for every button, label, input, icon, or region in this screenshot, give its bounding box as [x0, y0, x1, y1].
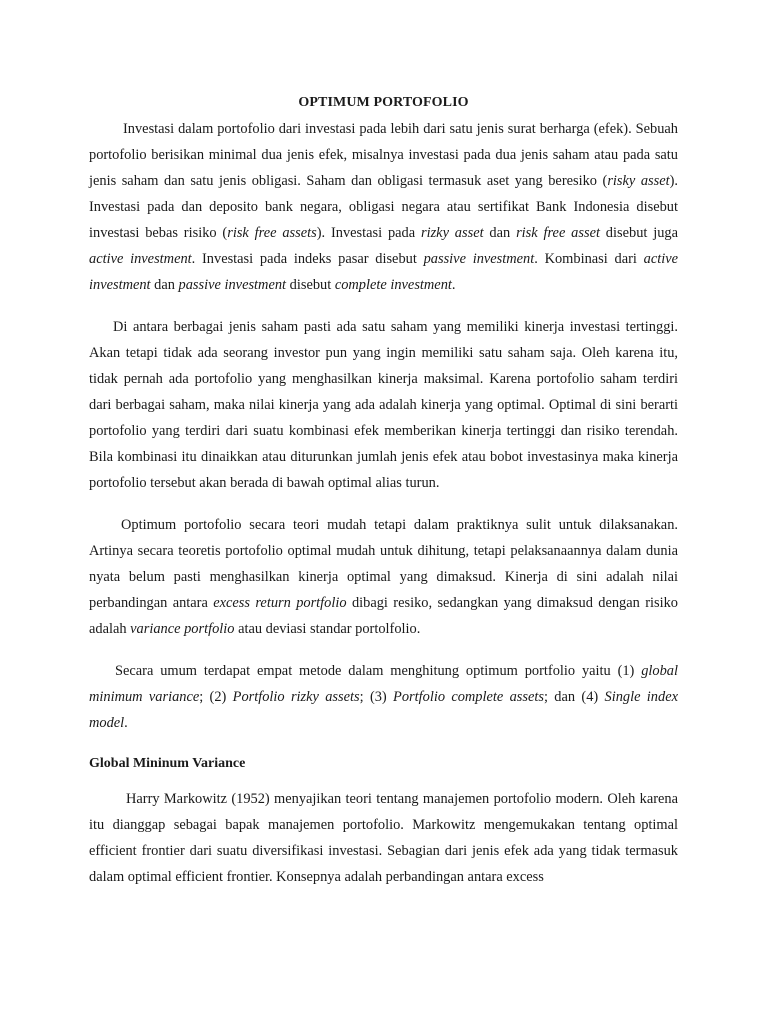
- italic-term: risk free assets: [227, 225, 317, 241]
- text: dan: [483, 225, 517, 241]
- italic-term: variance portfolio: [130, 621, 235, 637]
- paragraph-optimal-performance: Di antara berbagai jenis saham pasti ada satu saham yang memiliki kinerja investasi tertinggi. Akan tetapi tidak ada seorang investor pun yang ingin memiliki satu saham saja. Oleh karena itu, tidak pernah ada portofolio yang menghasilkan kinerja maksimal. Karena portofolio saham terdiri dari berbagai saham, maka nilai kinerja yang ada adalah kinerja yang optimal. Optimal di sini berarti portofolio yang terdiri dari suatu kombinasi efek memberikan kinerja tertinggi dan risiko terendah. Bila kombinasi itu dinaikkan atau diturunkan jumlah jenis efek atau bobot investasinya maka kinerja portofolio tersebut akan berada di bawah optimal alias turun.: [89, 319, 678, 491]
- italic-term: Single index model: [89, 689, 678, 731]
- text: Investasi dalam portofolio dari investasi pada lebih dari satu jenis surat berharga (efek). Sebuah portofolio berisikan minimal dua jenis efek, misalnya investasi pada dua jenis saham atau pada satu jenis saham dan satu jenis obligasi. Saham dan obligasi termasuk aset yang beresiko (: [89, 121, 678, 189]
- italic-term: rizky asset: [420, 225, 484, 241]
- paragraph-four-methods: [89, 658, 678, 736]
- italic-term: global minimum variance: [89, 663, 678, 705]
- text: ; (3): [359, 689, 394, 705]
- text: disebut juga: [599, 225, 678, 241]
- text: disebut: [286, 277, 335, 293]
- italic-term: risk free asset: [516, 225, 600, 241]
- text: ; dan (4): [543, 689, 605, 705]
- italic-term: active investment: [89, 251, 678, 293]
- italic-term: Portfolio complete assets: [393, 689, 544, 705]
- italic-term: passive investment: [423, 251, 535, 267]
- text: . Investasi pada indeks pasar disebut: [191, 251, 424, 267]
- text: Secara umum terdapat empat metode dalam menghitung optimum portfolio yaitu (1): [115, 663, 642, 679]
- section-heading: Global Mininum Variance: [89, 756, 246, 771]
- document-title: OPTIMUM PORTOFOLIO: [298, 95, 469, 110]
- italic-term: Portfolio rizky assets: [232, 689, 360, 705]
- italic-term: risky asset: [607, 173, 670, 189]
- document-page: [89, 0, 678, 890]
- text: atau deviasi standar portolfolio.: [234, 621, 421, 637]
- paragraph-markowitz: Harry Markowitz (1952) menyajikan teori tentang manajemen portofolio modern. Oleh karena itu dianggap sebagai bapak manajemen portofolio. Markowitz mengemukakan tentang optimal efficient frontier dari suatu diversifikasi investasi. Sebagian dari jenis efek ada yang tidak termasuk dalam optimal efficient frontier. Konsepnya adalah perbandingan antara excess: [89, 791, 678, 885]
- paragraph-optimum-theory: [89, 512, 678, 642]
- italic-term: passive investment: [178, 277, 287, 293]
- text: Optimum portofolio secara teori mudah tetapi dalam praktiknya sulit untuk dilaksanakan. Artinya secara teoretis portofolio optimal mudah untuk dihitung, tetapi pelaksanaannya dalam dunia nyata belum pasti menghasilkan kinerja optimal yang dimaksud. Kinerja di sini adalah nilai perbandingan antara: [89, 517, 678, 611]
- text: dibagi resiko, sedangkan yang dimaksud dengan risiko adalah: [89, 595, 678, 637]
- text: . Kombinasi dari: [534, 251, 644, 267]
- text: dan: [150, 277, 179, 293]
- text: ; (2): [199, 689, 233, 705]
- italic-term: excess return portfolio: [213, 595, 347, 611]
- text: ). Investasi pada dan deposito bank negara, obligasi negara atau sertifikat Bank Indonesia disebut investasi bebas risiko (: [89, 173, 678, 241]
- text: ). Investasi pada: [316, 225, 421, 241]
- paragraph-portfolio-intro: [89, 116, 678, 298]
- italic-term: active investment: [89, 251, 192, 267]
- italic-term: complete investment: [334, 277, 452, 293]
- text: .: [124, 715, 128, 731]
- text: .: [451, 277, 456, 293]
